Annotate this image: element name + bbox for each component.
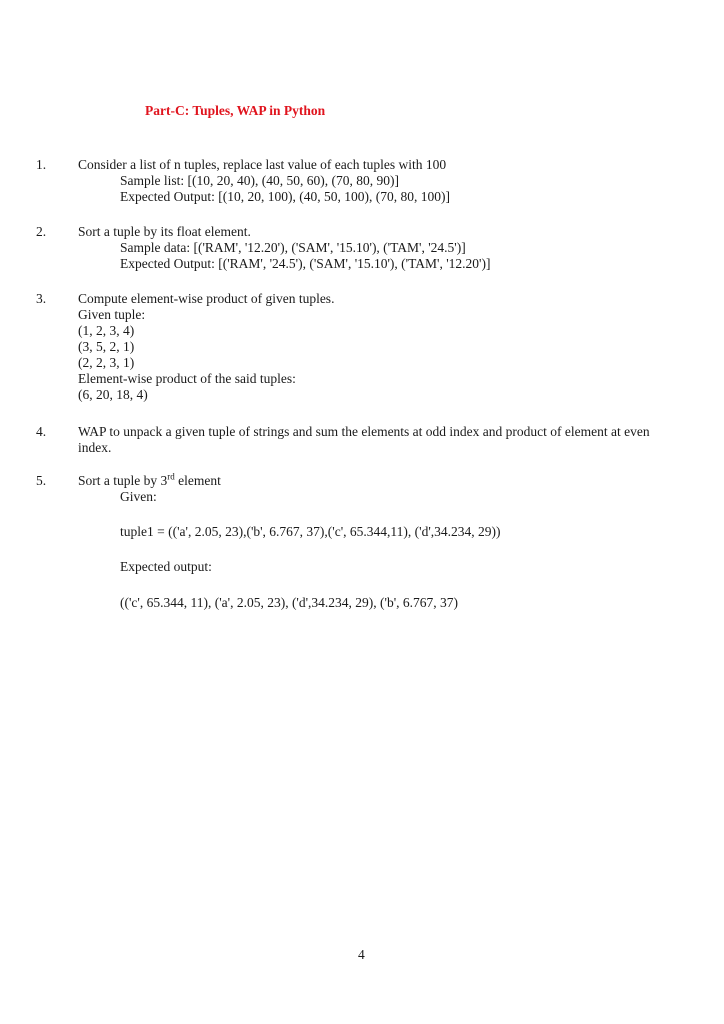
expected-output: Expected Output: [('RAM', '24.5'), ('SAM', '15.10'), ('TAM', '12.20')] — [120, 256, 491, 271]
expected-output: Expected Output: [(10, 20, 100), (40, 50, 100), (70, 80, 100)] — [120, 189, 450, 204]
sample-input: Sample list: [(10, 20, 40), (40, 50, 60), (70, 80, 90)] — [120, 173, 399, 188]
question-text: WAP to unpack a given tuple of strings and sum the elements at odd index and product of element at even index. — [78, 424, 650, 455]
tuple-line: (2, 2, 3, 1) — [78, 355, 135, 370]
page-number: 4 — [358, 947, 365, 962]
given-label: Given tuple: — [78, 307, 146, 322]
expected-label: Expected output: — [120, 559, 212, 574]
sample-input: Sample data: [('RAM', '12.20'), ('SAM', '15.10'), ('TAM', '24.5')] — [120, 240, 466, 255]
result-label: Element-wise product of the said tuples: — [78, 371, 296, 386]
tuple-line: tuple1 = (('a', 2.05, 23),('b', 6.767, 37),('c', 65.344,11), ('d',34.234, 29)) — [120, 524, 501, 539]
tuple-line: (1, 2, 3, 4) — [78, 323, 135, 338]
question-number: 1. — [36, 157, 47, 172]
question-text: Sort a tuple by its float element. — [78, 224, 251, 239]
question-number: 5. — [36, 473, 47, 488]
given-label: Given: — [120, 489, 157, 504]
question-text: Sort a tuple by 3rd element — [78, 471, 221, 488]
question-number: 2. — [36, 224, 47, 239]
result-value: (6, 20, 18, 4) — [78, 387, 148, 402]
tuple-line: (3, 5, 2, 1) — [78, 339, 135, 354]
section-title: Part-C: Tuples, WAP in Python — [145, 103, 326, 118]
question-number: 3. — [36, 291, 47, 306]
question-number: 4. — [36, 424, 47, 439]
expected-output: (('c', 65.344, 11), ('a', 2.05, 23), ('d',34.234, 29), ('b', 6.767, 37) — [120, 595, 459, 610]
question-text: Compute element-wise product of given tuples. — [78, 291, 335, 306]
question-text: Consider a list of n tuples, replace last value of each tuples with 100 — [78, 157, 447, 172]
